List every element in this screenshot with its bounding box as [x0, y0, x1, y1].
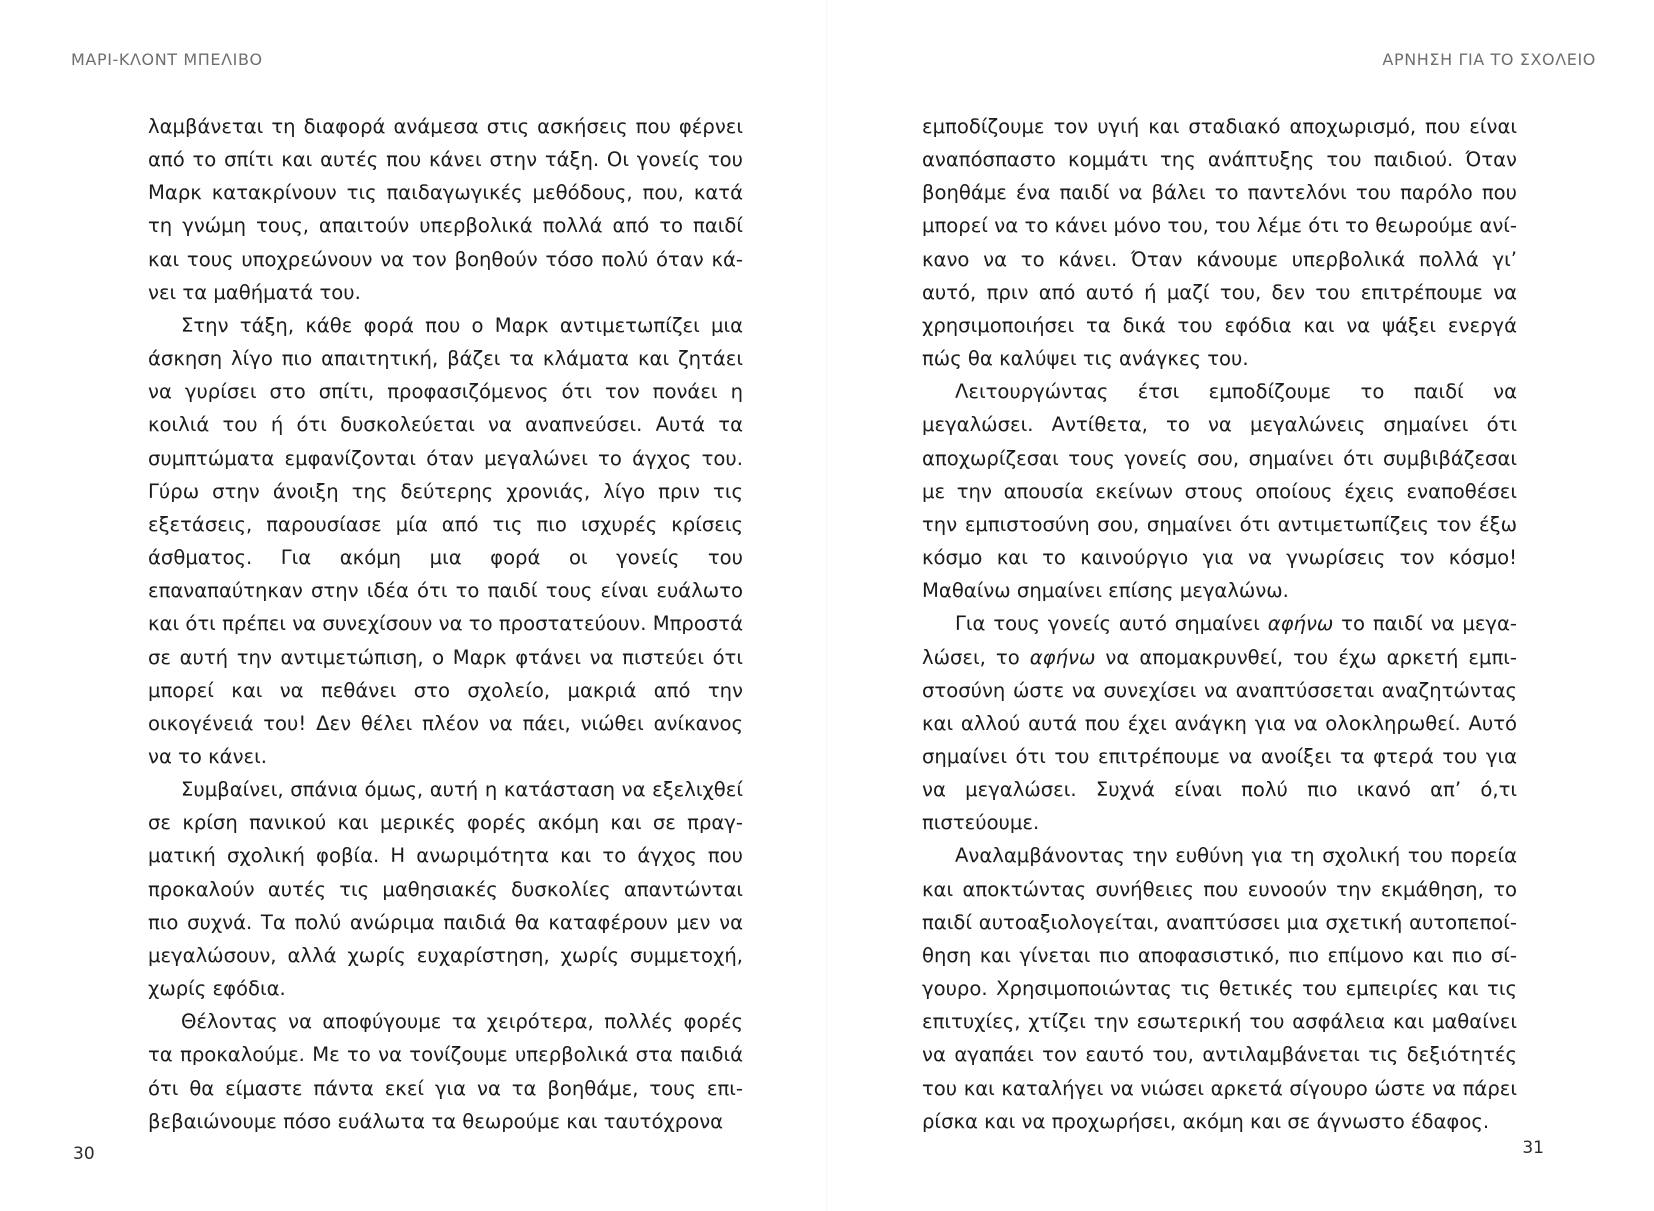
emphasis-word: αφήνω [1267, 612, 1334, 636]
paragraph-text: το παιδί να μεγαλώσει, το [922, 612, 1517, 669]
right-page [827, 0, 1654, 1211]
right-page-body [922, 110, 1517, 1138]
running-head-chapter: ΑΡΝΗΣΗ ΓΙΑ ΤΟ ΣΧΟΛΕΙΟ [1382, 50, 1596, 69]
paragraph: Θέλοντας να αποφύγουμε τα χειρότερα, πολλές φορές τα προκαλούμε. Με το να τονίζουμε υπερβολικά στα παιδιά ότι θα είμαστε πάντα εκεί για να τα βοηθάμε, τους επιβεβαιώνουμε πόσο ευάλωτα τα θεωρούμε και ταυτόχρονα [148, 1010, 743, 1133]
paragraph: λαμβάνεται τη διαφορά ανάμεσα στις ασκήσεις που φέρνει από το σπίτι και αυτές που κάνει στην τάξη. Οι γονείς του Μαρκ κατακρίνουν τις παιδαγωγικές μεθόδους, που, κατά τη γνώμη τους, απαιτούν υπερβολικά πολλά από το παιδί και τους υποχρεώνουν να τον βοηθούν τόσο πολύ όταν κάνει τα μαθήματά του. [148, 115, 743, 304]
left-page-body [148, 110, 743, 1138]
paragraph: Συμβαίνει, σπάνια όμως, αυτή η κατάσταση να εξελιχθεί σε κρίση πανικού και μερικές φορές ακόμη και σε πραγματική σχολική φοβία. Η ανωριμότητα και το άγχος που προκαλούν αυτές τις μαθησιακές δυσκολίες απαντώνται πιο συχνά. Τα πολύ ανώριμα παιδιά θα καταφέρουν μεν να μεγαλώσουν, αλλά χωρίς ευχαρίστηση, χωρίς συμμετοχή, χωρίς εφόδια. [148, 778, 743, 1001]
paragraph: εμποδίζουμε τον υγιή και σταδιακό αποχωρισμό, που είναι αναπόσπαστο κομμάτι της ανάπτυξης του παιδιού. Όταν βοηθάμε ένα παιδί να βάλει το παντελόνι του παρόλο που μπορεί να το κάνει μόνο του, του λέμε ότι το θεωρούμε ανίκανο να το κάνει. Όταν κάνουμε υπερβολικά πολλά γι’ αυτό, πριν από αυτό ή μαζί του, δεν του επιτρέπουμε να χρησιμοποιήσει τα δικά του εφόδια και να ψάξει ενεργά πώς θα καλύψει τις ανάγκες του. [922, 115, 1517, 371]
paragraph-text: Για τους γονείς αυτό σημαίνει [955, 612, 1268, 636]
page-number: 31 [1522, 1138, 1544, 1158]
emphasis-word: αφήνω [1029, 645, 1096, 669]
page-number: 30 [73, 1144, 95, 1164]
paragraph-text: να απομακρυνθεί, του έχω αρκετή εμπιστοσύνη ώστε να συνεχίσει να αναπτύσσεται αναζητώντας και αλλού αυτά που έχει ανάγκη για να ολοκληρωθεί. Αυτό σημαίνει ότι του επιτρέπουμε να ανοίξει τα φτερά του για να μεγαλώσει. Συχνά είναι πολύ πιο ικανό απ’ ό,τι πιστεύουμε. [922, 645, 1517, 835]
paragraph: Στην τάξη, κάθε φορά που ο Μαρκ αντιμετωπίζει μια άσκηση λίγο πιο απαιτητική, βάζει τα κλάματα και ζητάει να γυρίσει στο σπίτι, προφασιζόμενος ότι τον πονάει η κοιλιά του ή ότι δυσκολεύεται να αναπνεύσει. Αυτά τα συμπτώματα εμφανίζονται όταν μεγαλώνει το άγχος του. Γύρω στην άνοιξη της δεύτερης χρονιάς, λίγο πριν τις εξετάσεις, παρουσίασε μία από τις πιο ισχυρές κρίσεις άσθματος. Για ακόμη μια φορά οι γονείς του επαναπαύτηκαν στην ιδέα ότι το παιδί τους είναι ευάλωτο και ότι πρέπει να συνεχίσουν να το προστατεύουν. Μπροστά σε αυτή την αντιμετώπιση, ο Μαρκ φτάνει να πιστεύει ότι μπορεί και να πεθάνει στο σχολείο, μακριά από την οικογένειά του! Δεν θέλει πλέον να πάει, νιώθει ανίκανος να το κάνει. [148, 313, 743, 768]
paragraph: Αναλαμβάνοντας την ευθύνη για τη σχολική του πορεία και αποκτώντας συνήθειες που ευνοούν την εκμάθηση, το παιδί αυτοαξιολογείται, αναπτύσσει μια σχετική αυτοπεποίθηση και γίνεται πιο αποφασιστικό, πιο επίμονο και πιο σίγουρο. Χρησιμοποιώντας τις θετικές του εμπειρίες και τις επιτυχίες, χτίζει την εσωτερική του ασφάλεια και μαθαίνει να αγαπάει τον εαυτό του, αντιλαμβάνεται τις δεξιότητές του και καταλήγει να νιώσει αρκετά σίγουρο ώστε να πάρει ρίσκα και να προχωρήσει, ακόμη και σε άγνωστο έδαφος. [922, 844, 1517, 1133]
paragraph-with-emphasis [922, 607, 1517, 839]
running-head-author: ΜΑΡΙ-ΚΛΟΝΤ ΜΠΕΛΙΒΟ [71, 50, 263, 69]
paragraph: Λειτουργώντας έτσι εμποδίζουμε το παιδί να μεγαλώσει. Αντίθετα, το να μεγαλώνεις σημαίνει ότι αποχωρίζεσαι τους γονείς σου, σημαίνει ότι συμβιβάζεσαι με την απουσία εκείνων στους οποίους έχεις εναποθέσει την εμπιστοσύνη σου, σημαίνει ότι αντιμετωπίζεις τον έξω κόσμο και το καινούργιο για να γνωρίσεις τον κόσμο! Μαθαίνω σημαίνει επίσης μεγαλώνω. [922, 380, 1517, 603]
